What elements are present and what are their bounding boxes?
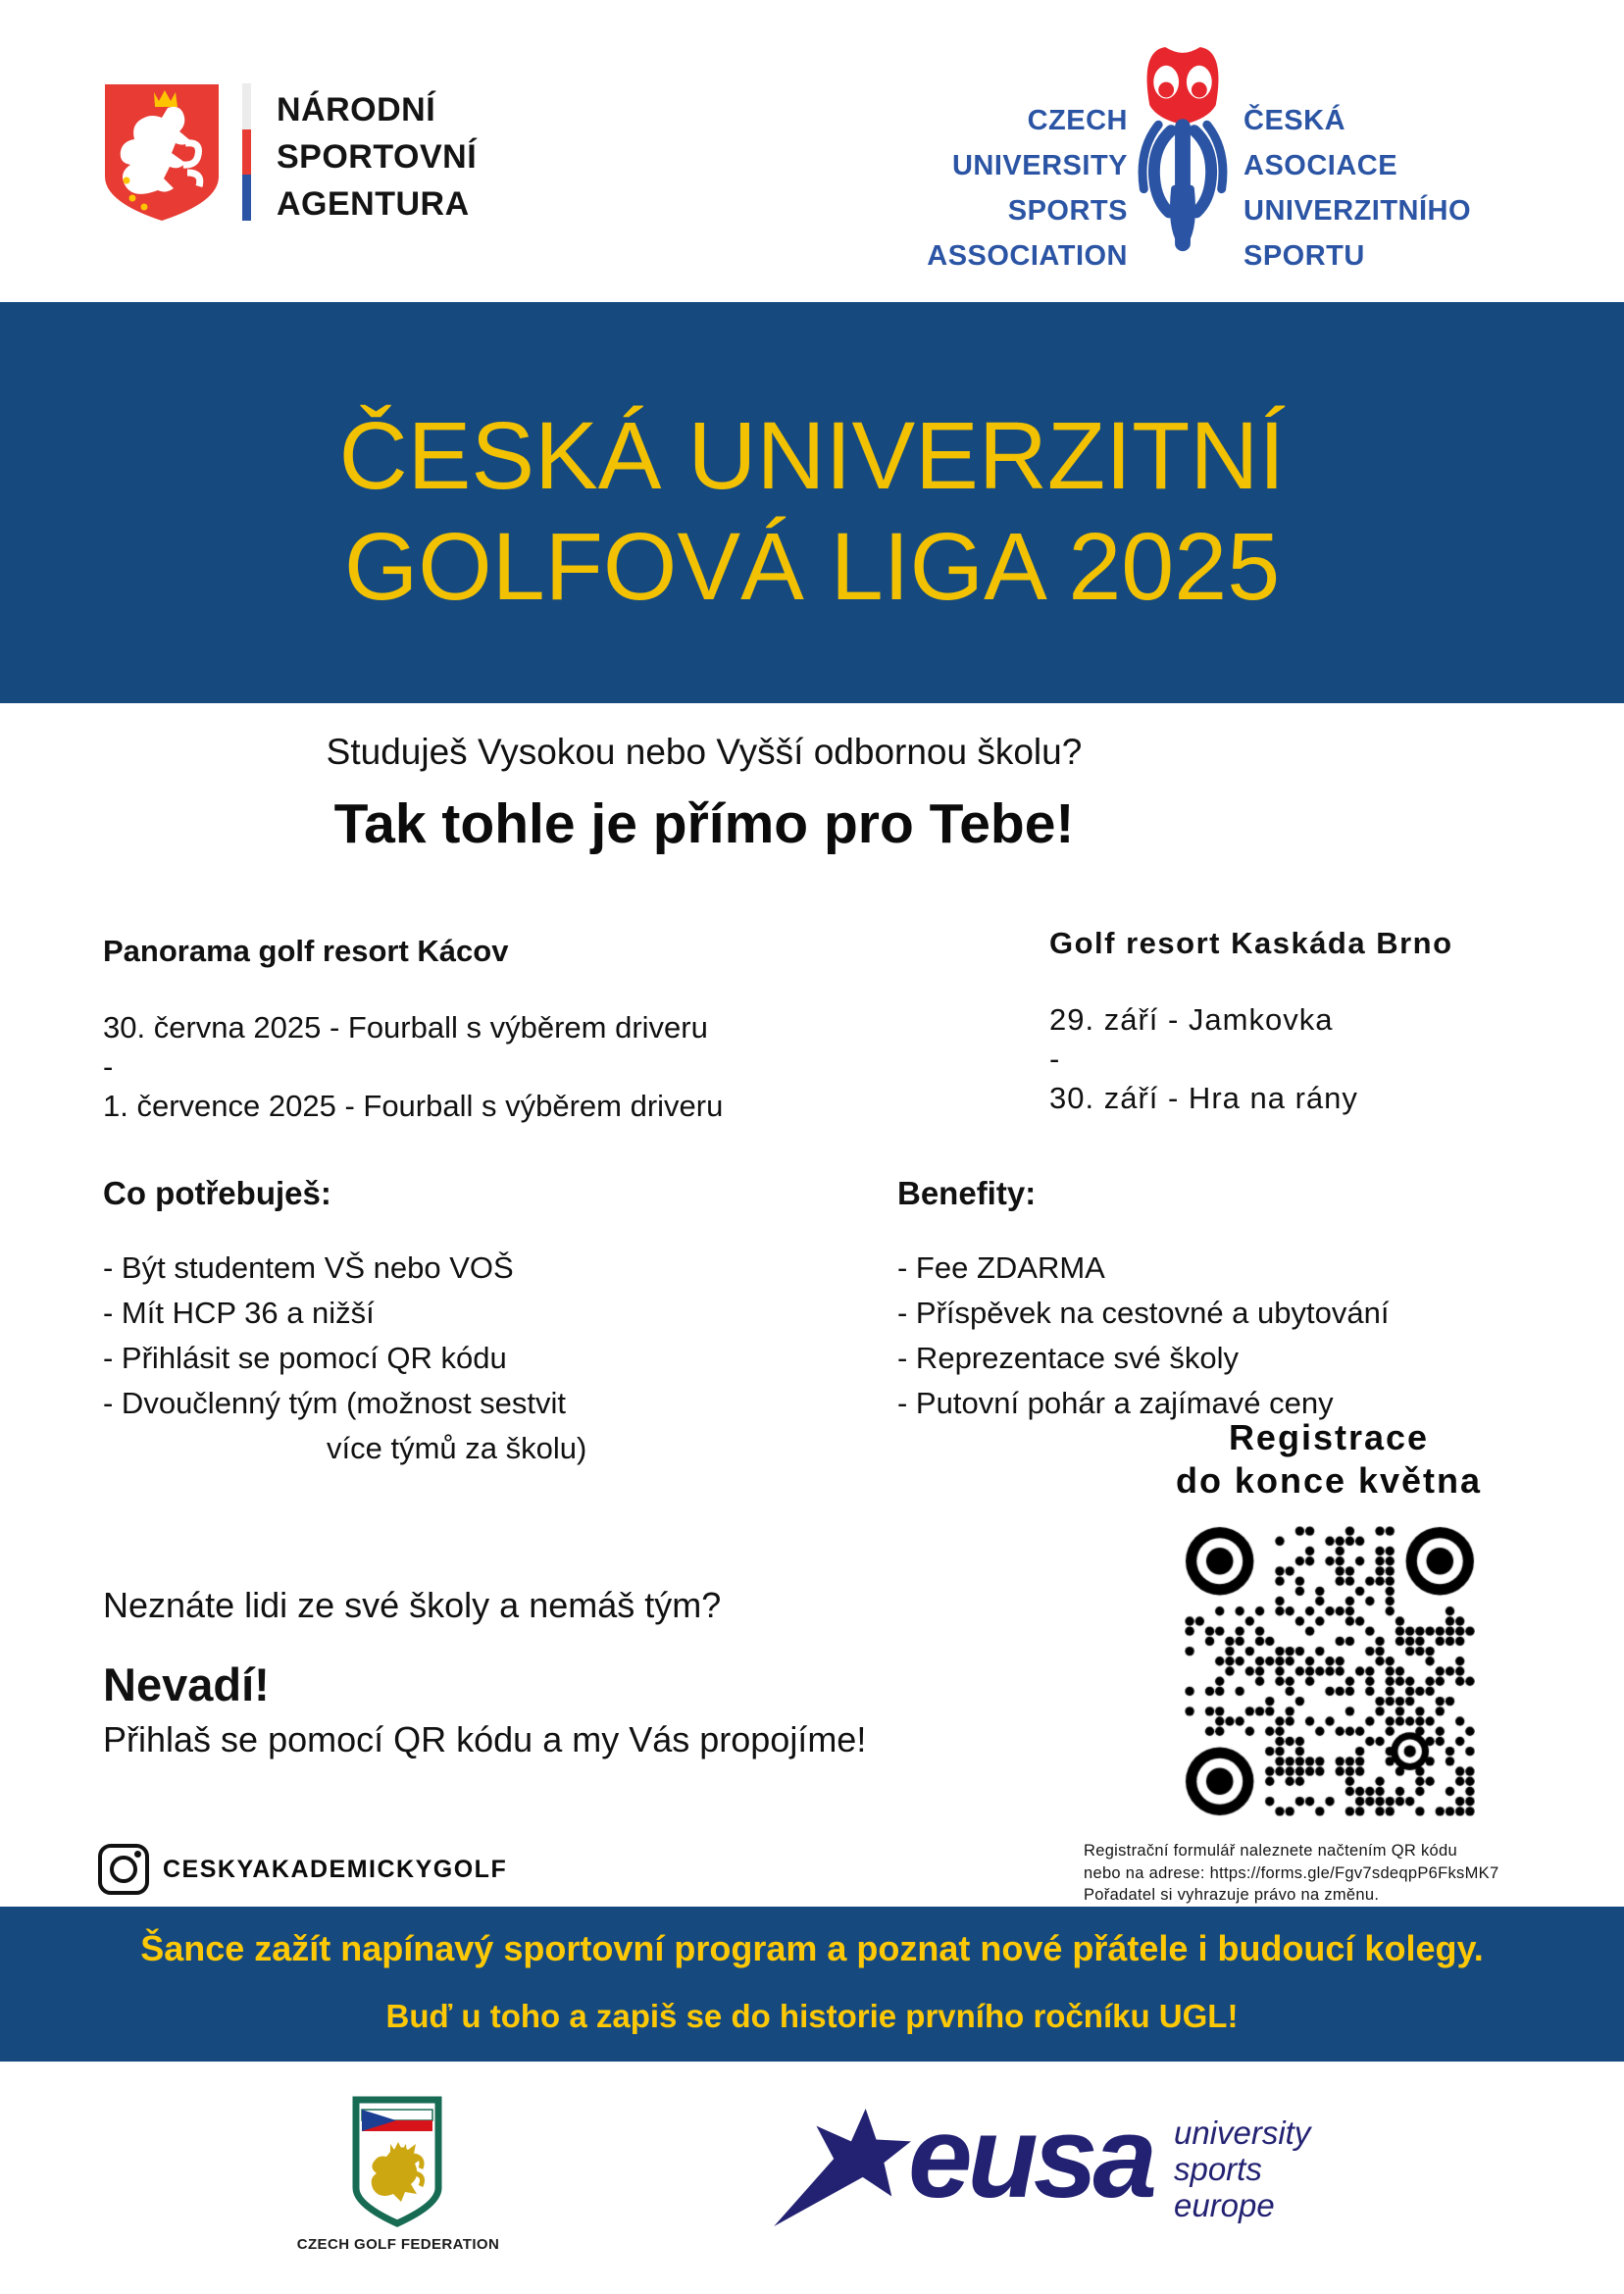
cusa-word-line: ASSOCIATION [927, 240, 1128, 272]
intro-question: Studuješ Vysokou nebo Vyšší odbornou školu? [326, 732, 1083, 772]
list-item: - Přihlásit se pomocí QR kódu [103, 1341, 507, 1375]
cusa-word-line: UNIVERZITNÍHO [1243, 195, 1472, 227]
connect-cta: Přihlaš se pomocí QR kódu a my Vás propojíme! [103, 1719, 867, 1759]
footer-line1: Šance zažít napínavý sportovní program a poznat nové přátele i budoucí kolegy. [140, 1928, 1484, 1968]
list-item: - Fee ZDARMA [897, 1250, 1105, 1285]
hero-title [0, 400, 1624, 622]
connect-question: Neznáte lidi ze své školy a nemáš tým? [103, 1585, 722, 1625]
nsa-word-line: NÁRODNÍ [277, 91, 436, 128]
cgf-shield-icon [351, 2095, 443, 2228]
eusa-tagline [1174, 2115, 1310, 2223]
nsa-wordmark [277, 86, 477, 228]
registration-line1: Registrace [1228, 1417, 1430, 1457]
event-column-kacov [103, 934, 868, 1126]
instagram-handle: CESKYAKADEMICKYGOLF [163, 1855, 508, 1883]
list-item: - Reprezentace své školy [897, 1341, 1240, 1375]
cgf-caption: CZECH GOLF FEDERATION [296, 2236, 500, 2253]
qr-note-line: nebo na adrese: https://forms.gle/Fgv7sdeqpP6FksMK7 [1084, 1863, 1499, 1882]
event-line: 29. září - Jamkovka [1049, 1002, 1334, 1037]
registration-line2: do konce května [1175, 1460, 1483, 1501]
section-title: Co potřebuješ: [103, 1175, 331, 1211]
intro-headline: Tak tohle je přímo pro Tebe! [333, 792, 1075, 855]
qr-code [1185, 1526, 1475, 1816]
nsa-lion-shield-icon [103, 82, 221, 223]
hero-title-line2: GOLFOVÁ LIGA 2025 [343, 513, 1281, 620]
cusa-word-line: UNIVERSITY [951, 150, 1128, 181]
hero-title-line1: ČESKÁ UNIVERZITNÍ [338, 402, 1286, 509]
cusa-word-line: CZECH [1027, 105, 1128, 136]
list-item: - Mít HCP 36 a nižší [103, 1296, 375, 1330]
eusa-wordmark: eusa [908, 2093, 1152, 2222]
hero-banner [0, 302, 1624, 703]
intro-block [0, 731, 1408, 858]
venue-name: Panorama golf resort Kácov [103, 934, 509, 968]
needs-section [103, 1175, 868, 1471]
eusa-logo [773, 2093, 1311, 2230]
cusa-right-wordmark [1243, 98, 1557, 279]
cusa-owl-icon [1136, 41, 1230, 265]
footer-line2: Buď u toho a zapiš se do historie prvního ročníku UGL! [385, 1998, 1239, 2034]
cusa-word-line: ČESKÁ [1243, 105, 1346, 136]
event-line: - [103, 1049, 114, 1084]
instagram-icon [98, 1844, 149, 1895]
event-line: 1. července 2025 - Fourball s výběrem driveru [103, 1089, 724, 1123]
list-item: - Být studentem VŠ nebo VOŠ [103, 1250, 514, 1285]
section-title: Benefity: [897, 1175, 1037, 1211]
cusa-word-line: SPORTU [1243, 240, 1365, 272]
nsa-word-line: AGENTURA [277, 185, 470, 223]
venue-name: Golf resort Kaskáda Brno [1049, 926, 1453, 960]
qr-note [1084, 1840, 1554, 1907]
event-line: 30. června 2025 - Fourball s výběrem driveru [103, 1010, 708, 1045]
benefits-section [897, 1175, 1525, 1426]
event-column-kaskada [1049, 926, 1579, 1118]
list-item: - Dvoučlenný tým (možnost sestvit [103, 1386, 567, 1420]
footer-band [0, 1907, 1624, 2062]
nsa-tricolor-divider [242, 83, 251, 221]
event-line: - [1049, 1042, 1061, 1076]
list-item-wrap: více týmů za školu) [327, 1431, 587, 1465]
list-item: - Příspěvek na cestovné a ubytování [897, 1296, 1390, 1330]
event-line: 30. září - Hra na rány [1049, 1081, 1358, 1115]
eusa-tag-line: sports [1173, 2151, 1262, 2187]
registration-deadline [1084, 1416, 1574, 1503]
cusa-word-line: ASOCIACE [1243, 150, 1398, 181]
instagram-row [98, 1844, 507, 1895]
eusa-star-icon [773, 2105, 920, 2230]
eusa-tag-line: europe [1173, 2187, 1275, 2223]
cusa-word-line: SPORTS [1007, 195, 1128, 227]
nsa-word-line: SPORTOVNÍ [277, 138, 478, 176]
eusa-tag-line: university [1173, 2115, 1311, 2151]
qr-note-line: Pořadatel si vyhrazuje právo na změnu. [1084, 1886, 1380, 1904]
connect-emphasis: Nevadí! [103, 1658, 270, 1710]
list-item: - Putovní pohár a zajímavé ceny [897, 1386, 1334, 1420]
cusa-left-wordmark [834, 98, 1128, 279]
qr-note-line: Registrační formulář naleznete načtením QR kódu [1084, 1842, 1457, 1860]
